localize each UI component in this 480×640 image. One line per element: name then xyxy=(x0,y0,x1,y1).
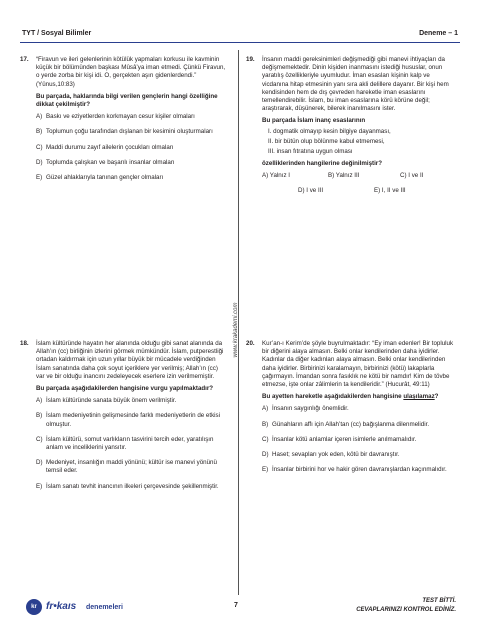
roman-item-1: I. dogmatik olmayıp kesin bilgiye dayanması, xyxy=(268,127,391,135)
option-b[interactable]: B) Günahların affı için Allah’tan (cc) bağışlanma dilenmelidir. xyxy=(262,420,430,428)
roman-item-2: II. bir bütün olup bölünme kabul etmemesi, xyxy=(268,137,385,145)
question-20 xyxy=(246,340,458,481)
header-rule xyxy=(20,42,460,43)
option-b[interactable]: B) Yalnız III xyxy=(328,172,360,180)
option-d[interactable]: D) Haset; sevapları yok eden, kötü bir davranıştır. xyxy=(262,451,400,459)
option-e[interactable]: E) Güzel ahlaklarıyla tanınan gençler olmaları xyxy=(36,174,164,182)
question-text: “Firavun ve ileri gelenlerinin kötülük yapmaları korkusu ile kavminin küçük bir bölümünden başkası Mûsâ’ya iman etmedi. Çünkü Firavun, o yerde zorba bir kişi idi. O, gerçekten aşırı gidenlerdendi.” (Yûnus,10:83) xyxy=(36,56,226,88)
option-a[interactable]: A) Yalnız I xyxy=(262,172,290,180)
question-stem: Bu parçada aşağıdakilerden hangisine vurgu yapılmaktadır? xyxy=(36,385,214,393)
question-number: 17. xyxy=(20,56,29,63)
question-text: İnsanın maddi gereksinimleri değişmediği gibi manevi ihtiyaçları da değişmemektedir. Dinin kişiden inanmasını istediği hususlar, onun yaratılış özellikleriyle uyumludur. İman esasları kişinin kalp ve vicdanına hitap etmesinin yanı sıra akli delillere dayanır. Bir kişi hem kendisinden hem de dış çevreden hareketle iman esaslarını temellendirebilir. İslam, bu iman esaslarına körü körüne değil; araştırarak, düşünerek, bilerek inanılmasını ister. xyxy=(262,56,449,113)
option-a[interactable]: A) Baskı ve eziyetlerden korkmayan cesur kişiler olmaları xyxy=(36,113,195,121)
question-number: 20. xyxy=(246,340,255,347)
option-d[interactable]: D) I ve III xyxy=(298,187,324,195)
question-stem: Bu parçada, haklarında bilgi verilen gençlerin hangi özelliğine dikkat çekilmiştir? xyxy=(36,92,218,109)
option-d[interactable]: D) Toplumda çalışkan ve başarılı insanlar olmaları xyxy=(36,158,175,166)
test-end-text: TEST BİTTİ. xyxy=(422,598,456,604)
question-stem-2: özelliklerinden hangilerine değinilmiştir? xyxy=(262,160,382,168)
option-c[interactable]: C) İnsanlar kötü anlamlar içeren isimlerle anılmamalıdır. xyxy=(262,435,417,443)
option-c[interactable]: C) Maddi durumu zayıf ailelerin çocukları olmaları xyxy=(36,143,174,151)
option-c[interactable]: C) I ve II xyxy=(400,172,424,180)
question-number: 19. xyxy=(246,56,255,63)
brand-name: fr•kaıs xyxy=(46,601,77,612)
roman-item-3: III. insan fıtratına uygun olması xyxy=(268,148,353,156)
options-row-1 xyxy=(262,172,458,181)
page-header xyxy=(20,30,460,44)
question-17 xyxy=(20,56,228,189)
option-e[interactable]: E) İnsanlar birbirini hor ve hakir gören davranışlardan kaçınmalıdır. xyxy=(262,466,447,474)
header-subject: TYT / Sosyal Bilimler xyxy=(22,30,92,37)
page-footer xyxy=(0,598,480,628)
option-b[interactable]: B) Toplumun çoğu tarafından dışlanan bir kesimini oluşturmaları xyxy=(36,128,213,136)
brand-subtitle: denemeleri xyxy=(86,604,123,611)
options-row-2 xyxy=(262,187,458,196)
header-test-name: Deneme – 1 xyxy=(419,30,458,37)
question-text: İslam kültüründe hayatın her alanında olduğu gibi sanat alanında da Allah’ın (cc) birliğinin izlerini görmek mümkündür. İslam, putperestliği ortadan kaldırmak için uzun yıllar büyük bir mücadele verdiğinden İslam sanatında daha çok soyut içeriklere yer verilmiş; Allah’ın (cc) var ve bir olduğu inancını zedeleyecek eserlere izin verilmemiştir. xyxy=(36,340,224,380)
option-e[interactable]: E) I, II ve III xyxy=(374,187,406,195)
negation-underlined: ulaşılamaz xyxy=(403,393,435,401)
publisher-logo: kr xyxy=(26,599,42,615)
question-text: Kur’an-ı Kerim’de şöyle buyrulmaktadır: “Ey iman edenler! Bir topluluk bir diğerini alaya almasın. Belki onlar kendilerinden daha iyidirler. Kadınlar da diğer kadınları alaya almasın. Belki onlar kendilerinden daha iyidirler. Birbirinizi karalamayın, birbirinizi (kötü) lakaplarla çağırmayın. İmandan sonra fasıklık ne kötü bir namdır! Kim de tövbe etmezse, işte onlar zâlimlerin ta kendileridir.” (Hucurât, 49:11) xyxy=(262,340,454,389)
question-stem: Bu parçada İslam inanç esaslarının xyxy=(262,117,366,125)
question-19 xyxy=(246,56,458,202)
option-e[interactable]: E) İslam sanatı tevhit inancının ilkeleri çerçevesinde şekillenmiştir. xyxy=(36,482,219,490)
question-stem: Bu ayetten hareketle aşağıdakilerden hangisine ulaşılamaz? xyxy=(262,393,439,401)
option-c[interactable]: C) İslam kültürü, somut varlıkların tasvirini tercih eder, yaratılışın anlam ve inceliklerini yansıtır. xyxy=(36,435,214,452)
question-number: 18. xyxy=(20,340,29,347)
option-b[interactable]: B) İslam medeniyetinin gelişmesinde farklı medeniyetlerin de etkisi olmuştur. xyxy=(36,412,221,428)
page-number: 7 xyxy=(234,602,238,609)
check-answers-text: CEVAPLARINIZI KONTROL EDİNİZ. xyxy=(356,607,456,613)
website-vertical-text: www.krakademi.com xyxy=(233,302,239,358)
question-18 xyxy=(20,340,228,498)
option-a[interactable]: A) İslam kültüründe sanata büyük önem verilmiştir. xyxy=(36,397,177,405)
option-a[interactable]: A) İnsanın saygınlığı önemlidir. xyxy=(262,405,349,413)
option-d[interactable]: D) Medeniyet, insanlığın maddi yönünü; kültür ise manevi yönünü temsil eder. xyxy=(36,459,217,475)
